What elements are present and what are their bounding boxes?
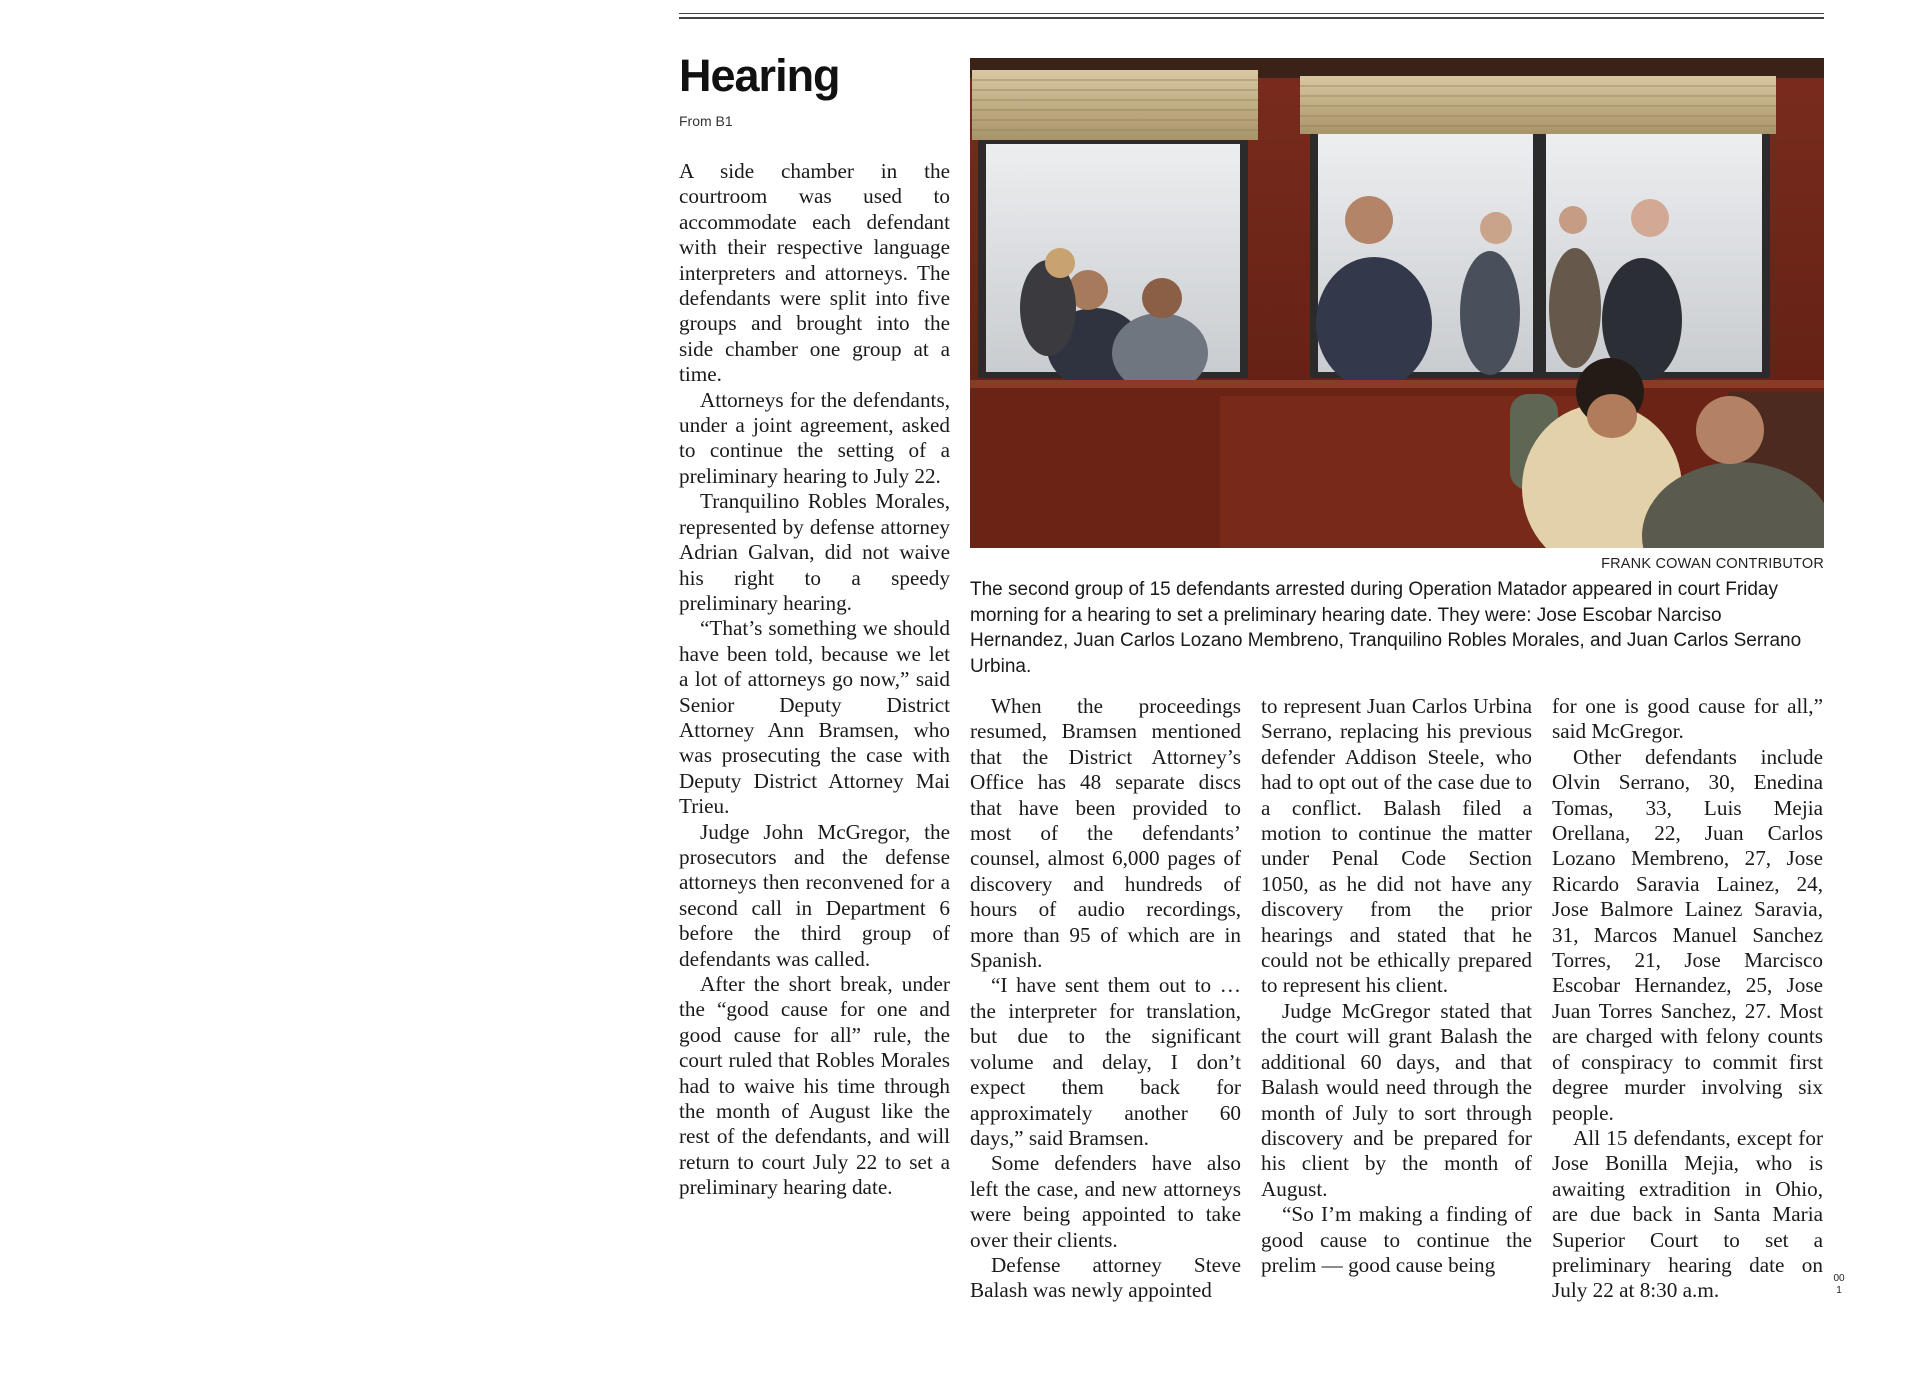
jump-line: From B1 — [679, 113, 733, 129]
top-rule — [679, 13, 1824, 14]
paragraph: All 15 defendants, except for Jose Bonilla Mejia, who is awaiting extradition in Ohio, are due back in Santa Maria Superior Court to set a preliminary hearing date on July 22 at 8:30 a.m. — [1552, 1125, 1823, 1303]
paragraph: “I have sent them out to … the interpreter for translation, but due to the significant volume and delay, I don’t expect them back for approximately another 60 days,” said Bramsen. — [970, 973, 1241, 1150]
photo-caption: The second group of 15 defendants arrested during Operation Matador appeared in court Friday morning for a hearing to set a preliminary hearing date. They were: Jose Escobar Narciso Hernandez, Juan Carlos Lozano Membreno, Tranquilino Robles Morales, and Juan Carlos Serrano Urbina. — [970, 579, 1802, 677]
paragraph: A side chamber in the courtroom was used to accommodate each defendant with their respective language interpreters and attorneys. The defendants were split into five groups and brought into the side chamber one group at a time. — [679, 159, 950, 387]
folio-line-2: 1 — [1836, 1285, 1842, 1296]
article-column-2 — [970, 694, 1241, 1304]
photo-credit: FRANK COWAN CONTRIBUTOR — [1601, 556, 1824, 572]
paragraph: Tranquilino Robles Morales, represented by defense attorney Adrian Galvan, did not waive his right to a speedy preliminary hearing. — [679, 489, 950, 615]
paragraph: Attorneys for the defendants, under a joint agreement, asked to continue the setting of a preliminary hearing to July 22. — [679, 387, 950, 488]
headline: Hearing — [679, 50, 840, 101]
paragraph: Other defendants include Olvin Serrano, 30, Enedina Tomas, 33, Luis Mejia Orellana, 22, Juan Carlos Lozano Membreno, 27, Jose Ricardo Saravia Lainez, 24, Jose Balmore Lainez Saravia, 31, Marcos Manuel Sanchez Torres, 21, Jose Marcisco Escobar Hernandez, 25, Jose Juan Torres Sanchez, 27. Most are charged with felony counts of conspiracy to commit first degree murder involving six people. — [1552, 744, 1823, 1125]
article-column-3 — [1261, 694, 1532, 1278]
article-column-1 — [679, 159, 950, 1201]
page-folio — [1829, 1273, 1849, 1297]
article-column-4 — [1552, 694, 1823, 1304]
paragraph: “That’s something we should have been told, because we let a lot of attorneys go now,” said Senior Deputy District Attorney Ann Bramsen, who was prosecuting the case with Deputy District Attorney Mai Trieu. — [679, 616, 950, 819]
paragraph: to represent Juan Carlos Urbina Serrano, replacing his previous defender Addison Steele, who had to opt out of the case due to a conflict. Balash filed a motion to continue the matter under Penal Code Section 1050, as he did not have any discovery from the prior hearings and stated that he could not be ethically prepared to represent his client. — [1261, 694, 1532, 998]
paragraph: Defense attorney Steve Balash was newly appointed — [970, 1252, 1241, 1303]
paragraph: When the proceedings resumed, Bramsen mentioned that the District Attorney’s Office has 48 separate discs that have been provided to most of the defendants’ counsel, almost 6,000 pages of discovery and hundreds of hours of audio recordings, more than 95 of which are in Spanish. — [970, 694, 1241, 973]
paragraph: “So I’m making a finding of good cause to continue the prelim — good cause being — [1261, 1202, 1532, 1277]
folio-line-1: 00 — [1833, 1273, 1845, 1284]
paragraph: Judge John McGregor, the prosecutors and the defense attorneys then reconvened for a second call in Department 6 before the third group of defendants was called. — [679, 819, 950, 971]
top-rule-thick — [679, 17, 1824, 19]
courtroom-photo — [970, 58, 1824, 548]
paragraph: Judge McGregor stated that the court will grant Balash the additional 60 days, and that Balash would need through the month of July to sort through discovery and be prepared for his client by the month of August. — [1261, 998, 1532, 1201]
paragraph: After the short break, under the “good cause for one and good cause for all” rule, the court ruled that Robles Morales had to waive his time through the month of August like the rest of the defendants, and will return to court July 22 to set a preliminary hearing date. — [679, 972, 950, 1200]
paragraph: Some defenders have also left the case, and new attorneys were being appointed to take over their clients. — [970, 1151, 1241, 1252]
paragraph: for one is good cause for all,” said McGregor. — [1552, 694, 1823, 744]
